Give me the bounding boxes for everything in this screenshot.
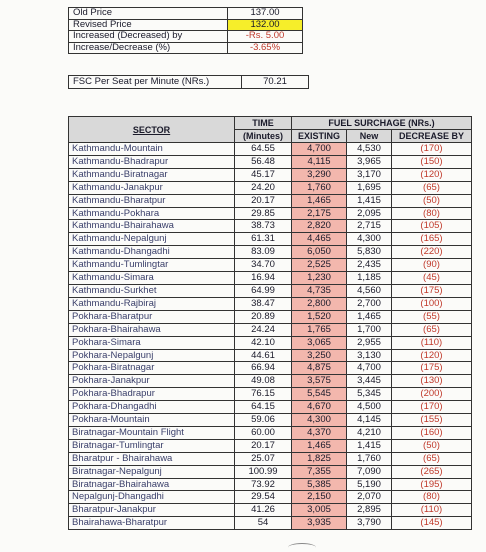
existing-cell: 4,735 <box>292 284 347 297</box>
existing-cell: 4,300 <box>292 414 347 427</box>
table-row <box>69 155 472 168</box>
decrease-cell: (195) <box>392 478 472 491</box>
time-cell: 45.17 <box>235 168 292 181</box>
existing-cell: 3,065 <box>292 336 347 349</box>
sector-cell: Biratnagar-Tumlingtar <box>69 439 235 452</box>
summary-row <box>69 31 303 43</box>
sector-cell: Kathmandu-Dhangadhi <box>69 246 235 259</box>
decrease-cell: (55) <box>392 310 472 323</box>
table-row <box>69 401 472 414</box>
decrease-cell: (265) <box>392 465 472 478</box>
decrease-cell: (65) <box>392 323 472 336</box>
existing-cell: 4,700 <box>292 143 347 156</box>
existing-cell: 1,765 <box>292 323 347 336</box>
summary-value: -Rs. 5.00 <box>228 31 303 43</box>
table-row <box>69 194 472 207</box>
table-row <box>69 246 472 259</box>
table-row <box>69 375 472 388</box>
sector-cell: Kathmandu-Biratnagar <box>69 168 235 181</box>
new-cell: 1,415 <box>347 194 392 207</box>
time-header: TIME <box>235 117 292 130</box>
new-cell: 1,185 <box>347 272 392 285</box>
time-cell: 24.20 <box>235 181 292 194</box>
fsc-row <box>69 76 309 89</box>
time-cell: 16.94 <box>235 272 292 285</box>
new-cell: 4,210 <box>347 426 392 439</box>
existing-cell: 7,355 <box>292 465 347 478</box>
existing-cell: 1,520 <box>292 310 347 323</box>
time-cell: 38.73 <box>235 220 292 233</box>
time-cell: 34.70 <box>235 259 292 272</box>
existing-cell: 1,760 <box>292 181 347 194</box>
decrease-header: DECREASE BY <box>392 130 472 143</box>
sector-cell: Pokhara-Janakpur <box>69 375 235 388</box>
time-cell: 66.94 <box>235 362 292 375</box>
time-cell: 56.48 <box>235 155 292 168</box>
new-cell: 3,445 <box>347 375 392 388</box>
table-row <box>69 297 472 310</box>
new-cell: 1,760 <box>347 452 392 465</box>
decrease-cell: (120) <box>392 168 472 181</box>
table-row <box>69 362 472 375</box>
decrease-cell: (165) <box>392 233 472 246</box>
summary-label: Old Price <box>69 8 228 20</box>
decrease-cell: (175) <box>392 362 472 375</box>
sector-cell: Pokhara-Bhairahawa <box>69 323 235 336</box>
summary-value: 137.00 <box>228 8 303 20</box>
table-row <box>69 504 472 517</box>
time-cell: 20.89 <box>235 310 292 323</box>
table-row <box>69 220 472 233</box>
table-row <box>69 465 472 478</box>
table-row <box>69 284 472 297</box>
summary-value: 132.00 <box>228 19 303 31</box>
fsc-label: FSC Per Seat per Minute (NRs.) <box>69 76 242 89</box>
sector-cell: Kathmandu-Tumlingtar <box>69 259 235 272</box>
time-cell: 61.31 <box>235 233 292 246</box>
existing-cell: 4,875 <box>292 362 347 375</box>
new-cell: 4,300 <box>347 233 392 246</box>
new-cell: 1,415 <box>347 439 392 452</box>
decrease-cell: (150) <box>392 155 472 168</box>
new-cell: 3,965 <box>347 155 392 168</box>
table-row <box>69 349 472 362</box>
sector-cell: Kathmandu-Rajbiraj <box>69 297 235 310</box>
table-row <box>69 272 472 285</box>
time-cell: 64.55 <box>235 143 292 156</box>
existing-cell: 6,050 <box>292 246 347 259</box>
decrease-cell: (130) <box>392 375 472 388</box>
time-cell: 64.99 <box>235 284 292 297</box>
decrease-cell: (65) <box>392 181 472 194</box>
new-cell: 7,090 <box>347 465 392 478</box>
time-cell: 49.08 <box>235 375 292 388</box>
time-cell: 20.17 <box>235 439 292 452</box>
sector-cell: Bharatpur-Janakpur <box>69 504 235 517</box>
table-row <box>69 517 472 530</box>
new-cell: 1,465 <box>347 310 392 323</box>
summary-row <box>69 8 303 20</box>
time-cell: 25.07 <box>235 452 292 465</box>
table-row <box>69 181 472 194</box>
summary-value: -3.65% <box>228 42 303 54</box>
existing-cell: 4,670 <box>292 401 347 414</box>
new-cell: 2,895 <box>347 504 392 517</box>
new-cell: 2,715 <box>347 220 392 233</box>
price-summary-table <box>68 7 303 54</box>
sector-cell: Pokhara-Dhangadhi <box>69 401 235 414</box>
time-cell: 60.00 <box>235 426 292 439</box>
new-cell: 4,700 <box>347 362 392 375</box>
decrease-cell: (50) <box>392 194 472 207</box>
existing-cell: 5,385 <box>292 478 347 491</box>
existing-cell: 1,465 <box>292 194 347 207</box>
time-cell: 76.15 <box>235 388 292 401</box>
new-cell: 5,345 <box>347 388 392 401</box>
sector-header: SECTOR <box>69 117 235 143</box>
fuel-surcharge-header: FUEL SURCHAGE (NRs.) <box>292 117 472 130</box>
fsc-value: 70.21 <box>242 76 309 89</box>
time-cell: 29.54 <box>235 491 292 504</box>
decrease-cell: (120) <box>392 349 472 362</box>
sector-cell: Kathmandu-Nepalgunj <box>69 233 235 246</box>
existing-header: EXISTING <box>292 130 347 143</box>
sector-cell: Kathmandu-Janakpur <box>69 181 235 194</box>
new-cell: 3,790 <box>347 517 392 530</box>
sector-cell: Nepalgunj-Dhangadhi <box>69 491 235 504</box>
decrease-cell: (170) <box>392 143 472 156</box>
decrease-cell: (80) <box>392 207 472 220</box>
table-row <box>69 233 472 246</box>
sector-cell: Bhairahawa-Bharatpur <box>69 517 235 530</box>
existing-cell: 4,465 <box>292 233 347 246</box>
new-cell: 3,170 <box>347 168 392 181</box>
decrease-cell: (160) <box>392 426 472 439</box>
decrease-cell: (110) <box>392 504 472 517</box>
decrease-cell: (110) <box>392 336 472 349</box>
sector-cell: Pokhara-Simara <box>69 336 235 349</box>
new-cell: 5,190 <box>347 478 392 491</box>
table-row <box>69 336 472 349</box>
sector-cell: Pokhara-Nepalgunj <box>69 349 235 362</box>
decrease-cell: (175) <box>392 284 472 297</box>
sector-cell: Kathmandu-Mountain <box>69 143 235 156</box>
table-row <box>69 426 472 439</box>
new-cell: 2,700 <box>347 297 392 310</box>
existing-cell: 2,175 <box>292 207 347 220</box>
new-cell: 3,130 <box>347 349 392 362</box>
decrease-cell: (170) <box>392 401 472 414</box>
time-cell: 29.85 <box>235 207 292 220</box>
sector-cell: Kathmandu-Bharatpur <box>69 194 235 207</box>
table-row <box>69 310 472 323</box>
sector-cell: Kathmandu-Pokhara <box>69 207 235 220</box>
summary-row <box>69 42 303 54</box>
time-unit-header: (Minutes) <box>235 130 292 143</box>
time-cell: 42.10 <box>235 336 292 349</box>
new-cell: 2,435 <box>347 259 392 272</box>
sector-cell: Pokhara-Bharatpur <box>69 310 235 323</box>
sector-cell: Pokhara-Biratnagar <box>69 362 235 375</box>
time-cell: 59.06 <box>235 414 292 427</box>
time-cell: 41.26 <box>235 504 292 517</box>
new-cell: 4,500 <box>347 401 392 414</box>
decrease-cell: (155) <box>392 414 472 427</box>
decrease-cell: (100) <box>392 297 472 310</box>
decrease-cell: (90) <box>392 259 472 272</box>
decrease-cell: (105) <box>392 220 472 233</box>
fuel-surcharge-table <box>68 116 472 530</box>
table-row <box>69 323 472 336</box>
existing-cell: 3,575 <box>292 375 347 388</box>
existing-cell: 2,820 <box>292 220 347 233</box>
table-row <box>69 168 472 181</box>
time-cell: 38.47 <box>235 297 292 310</box>
decrease-cell: (50) <box>392 439 472 452</box>
existing-cell: 3,290 <box>292 168 347 181</box>
summary-row <box>69 19 303 31</box>
new-cell: 5,830 <box>347 246 392 259</box>
table-row <box>69 452 472 465</box>
fsc-table <box>68 75 309 89</box>
existing-cell: 5,545 <box>292 388 347 401</box>
existing-cell: 3,005 <box>292 504 347 517</box>
time-cell: 83.09 <box>235 246 292 259</box>
sector-cell: Biratnagar-Nepalgunj <box>69 465 235 478</box>
new-cell: 4,560 <box>347 284 392 297</box>
time-cell: 54 <box>235 517 292 530</box>
time-cell: 100.99 <box>235 465 292 478</box>
decrease-cell: (65) <box>392 452 472 465</box>
existing-cell: 2,525 <box>292 259 347 272</box>
sector-cell: Biratnagar-Mountain Flight <box>69 426 235 439</box>
summary-label: Increased (Decreased) by <box>69 31 228 43</box>
new-cell: 1,695 <box>347 181 392 194</box>
table-row <box>69 491 472 504</box>
existing-cell: 1,825 <box>292 452 347 465</box>
table-row <box>69 478 472 491</box>
existing-cell: 1,465 <box>292 439 347 452</box>
sector-cell: Pokhara-Bhadrapur <box>69 388 235 401</box>
sector-cell: Kathmandu-Bhadrapur <box>69 155 235 168</box>
decrease-cell: (220) <box>392 246 472 259</box>
time-cell: 24.24 <box>235 323 292 336</box>
table-row <box>69 259 472 272</box>
sector-cell: Bharatpur - Bhairahawa <box>69 452 235 465</box>
time-cell: 73.92 <box>235 478 292 491</box>
new-cell: 2,070 <box>347 491 392 504</box>
new-cell: 4,145 <box>347 414 392 427</box>
sector-cell: Kathmandu-Surkhet <box>69 284 235 297</box>
summary-label: Revised Price <box>69 19 228 31</box>
new-cell: 1,700 <box>347 323 392 336</box>
time-cell: 44.61 <box>235 349 292 362</box>
decrease-cell: (145) <box>392 517 472 530</box>
new-cell: 2,955 <box>347 336 392 349</box>
existing-cell: 4,115 <box>292 155 347 168</box>
summary-label: Increase/Decrease (%) <box>69 42 228 54</box>
new-cell: 2,095 <box>347 207 392 220</box>
new-cell: 4,530 <box>347 143 392 156</box>
table-row <box>69 207 472 220</box>
time-cell: 64.15 <box>235 401 292 414</box>
time-cell: 20.17 <box>235 194 292 207</box>
sector-cell: Biratnagar-Bhairahawa <box>69 478 235 491</box>
existing-cell: 4,370 <box>292 426 347 439</box>
table-row <box>69 143 472 156</box>
table-row <box>69 388 472 401</box>
existing-cell: 3,250 <box>292 349 347 362</box>
existing-cell: 2,150 <box>292 491 347 504</box>
decrease-cell: (45) <box>392 272 472 285</box>
existing-cell: 3,935 <box>292 517 347 530</box>
table-row <box>69 439 472 452</box>
existing-cell: 2,800 <box>292 297 347 310</box>
sector-cell: Kathmandu-Bhairahawa <box>69 220 235 233</box>
existing-cell: 1,230 <box>292 272 347 285</box>
sector-cell: Pokhara-Mountain <box>69 414 235 427</box>
decrease-cell: (200) <box>392 388 472 401</box>
table-row <box>69 414 472 427</box>
new-header: New <box>347 130 392 143</box>
decrease-cell: (80) <box>392 491 472 504</box>
sector-cell: Kathmandu-Simara <box>69 272 235 285</box>
